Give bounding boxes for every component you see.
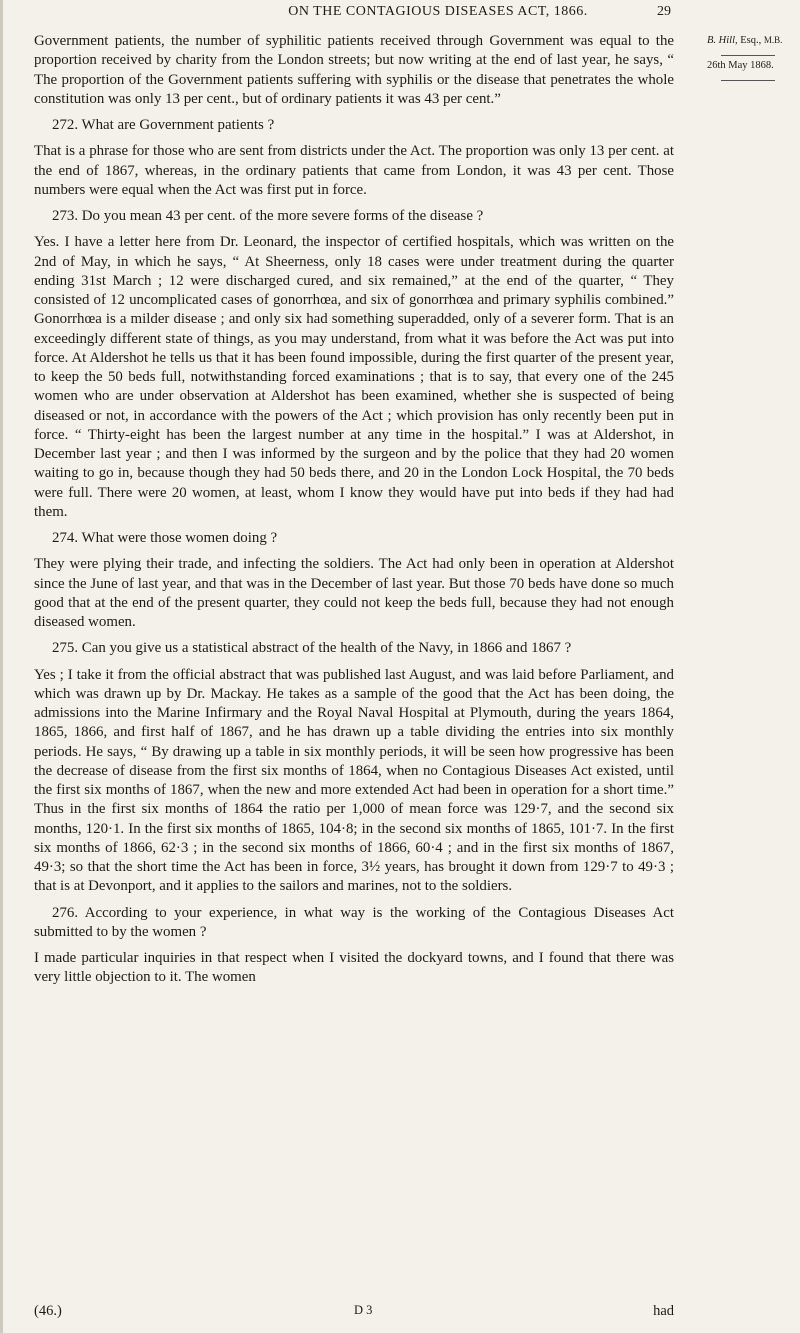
answer-paragraph: They were plying their trade, and infecting the soldiers. The Act had only been in operation at Aldershot since the June of last year, and that was in the December of last year. But those 70 beds have done so much good that at the end of the present quarter, they could not keep the beds full, because they had not enough diseased women.: [34, 556, 674, 630]
signature-mark: D 3: [354, 1303, 373, 1317]
page-footer: [34, 1303, 674, 1323]
question-paragraph: 275. Can you give us a statistical abstract of the health of the Navy, in 1866 and 1867 ?: [52, 640, 572, 657]
testimony-date: 26th May 1868.: [707, 60, 774, 71]
answer-paragraph: Yes. I have a letter here from Dr. Leonard, the inspector of certified hospitals, which was written on the 2nd of May, in which he says, “ At Sheerness, only 18 cases were under treatment during the quarter ending 31st March ; 12 were discharged cured, and six remained,” at the end of the quarter, “ They consisted of 12 uncomplicated cases of gonorrhœa, and six of gonorrhœa and primary syphilis combined.” Gonorrhœa is a milder disease ; and only six had something superadded, only of a severer form. That is an exceedingly different state of things, as you may understand, from what it was before the Act was put into force. At Aldershot he tells us that it has been found impossible, during the first quarter of the present year, to keep the 50 beds full, notwithstanding forced examinations ; that is to say, that every one of the 245 women who are under observation at Aldershot has been examined, whether she is suspected of being diseased or not, in accordance with the powers of the Act ; which provision has only recently been put in force. “ Thirty-eight has been the largest number at any time in the hospital.” I was at Aldershot, in December last year ; and then I was informed by the surgeon and by the police that they had 20 women waiting to go in, because though they had 50 beds there, and 20 in the London Lock Hospital, the 70 beds were full. There were 20 women, at least, whom I know they would have put into beds if they had had them.: [34, 234, 674, 520]
question-paragraph: 272. What are Government patients ?: [52, 117, 275, 133]
witness-suffix: Esq.,: [740, 35, 762, 46]
sheet-number: (46.): [34, 1303, 62, 1319]
question-paragraph: 274. What were those women doing ?: [52, 530, 278, 546]
running-title: ON THE CONTAGIOUS DISEASES ACT, 1866.: [288, 4, 588, 19]
catchword: had: [653, 1303, 674, 1319]
margin-note: [707, 34, 800, 81]
question-paragraph: 273. Do you mean 43 per cent. of the more severe forms of the disease ?: [52, 208, 484, 224]
answer-paragraph: That is a phrase for those who are sent from districts under the Act. The proportion was only 13 per cent. at the end of 1867, whereas, in the ordinary patients that came from London, it was 43 per cent. Those numbers were equal when the Act was first put in force.: [34, 143, 674, 198]
witness-name: B. Hill,: [707, 35, 738, 46]
margin-rule-bottom: [721, 80, 775, 81]
answer-paragraph: Yes ; I take it from the official abstract that was published last August, and was laid before Parliament, and which was drawn up by Dr. Mackay. He takes as a sample of the good that the Act has been doing, the admissions into the Marine Infirmary and the Royal Naval Hospital at Plymouth, during the years 1864, 1865, 1866, and first half of 1867, and he has drawn up a table dividing the entries into six monthly periods. He says, “ By drawing up a table in six monthly periods, it will be seen how progressive has been the decrease of disease from the first six months of 1864, when no Contagious Diseases Act existed, until the first six months of 1867, when the new and more extended Act had been in operation for a short time.” Thus in the first six months of 1864 the ratio per 1,000 of mean force was 129·7, and the second six months, 120·1. In the first six months of 1865, 104·8; in the second six months of 1865, 101·7. In the first six months of 1866, 62·3 ; in the second six months of 1866, 60·4 ; and in the first six months of 1867, 49·3; so that the short time the Act has been in force, 3½ years, has brought it down from 129·7 to 49·3 ; that is at Devonport, and it applies to the sailors and marines, not to the soldiers.: [34, 666, 674, 895]
paragraph: Government patients, the number of syphilitic patients received through Government was equal to the proportion received by charity from the London streets; but now writing at the end of last year, he says, “ The proportion of the Government patients suffering with syphilis or the disease that penetrates the whole constitution was only 13 per cent., but of ordinary patients it was 43 per cent.”: [34, 33, 674, 107]
witness-degree: M.B.: [763, 35, 783, 45]
margin-rule-top: [721, 55, 775, 56]
question-paragraph: 276. According to your experience, in what way is the working of the Contagious Diseases Act submitted to by the women ?: [34, 904, 674, 940]
answer-paragraph: I made particular inquiries in that respect when I visited the dockyard towns, and I found that there was very little objection to it. The women: [34, 950, 674, 986]
page-number: 29: [657, 4, 671, 19]
body-text: [34, 32, 674, 995]
